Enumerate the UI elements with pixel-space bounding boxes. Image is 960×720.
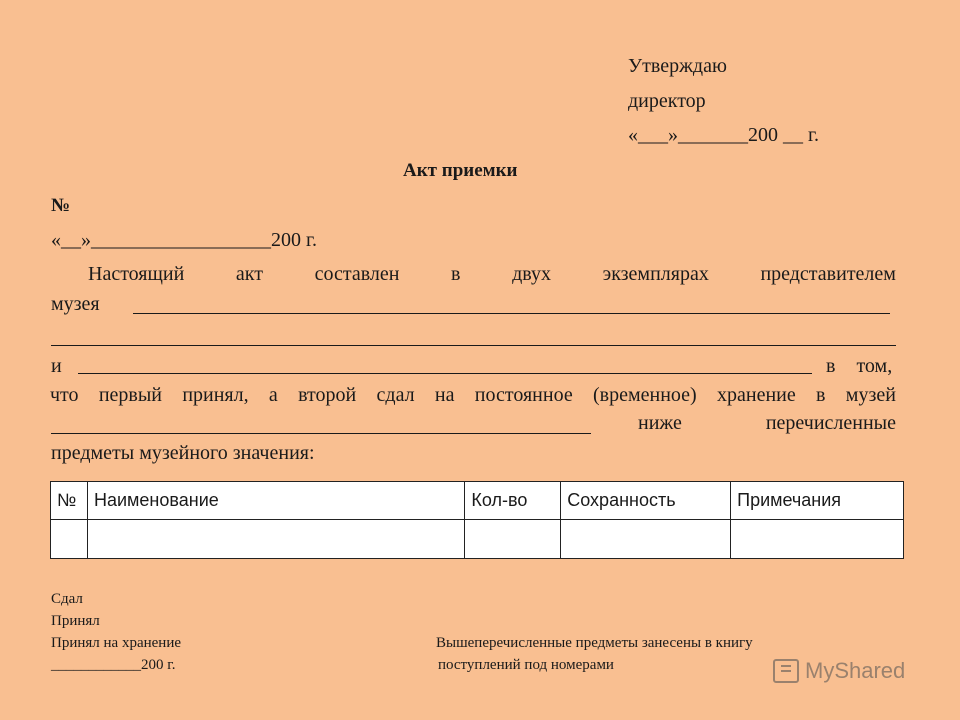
table-cell[interactable]	[731, 520, 904, 559]
act-date: «__»__________________200 г.	[51, 229, 317, 251]
presentation-icon	[773, 659, 799, 683]
table-row	[51, 520, 904, 559]
word: музей	[845, 384, 896, 406]
word: акт	[235, 263, 263, 285]
paragraph-line-1	[50, 263, 896, 286]
received-label: Принял	[51, 613, 100, 629]
word: ниже	[638, 412, 682, 434]
representative-blank-line	[78, 373, 812, 374]
paragraph-line-7: предметы музейного значения:	[51, 442, 315, 464]
word: а	[268, 384, 278, 406]
paragraph-line-5	[50, 384, 896, 407]
table-cell[interactable]	[465, 520, 561, 559]
approval-position: директор	[628, 90, 706, 112]
inventory-note-line-1: Вышеперечисленные предметы занесены в книгу	[436, 635, 753, 651]
word: принял,	[182, 384, 249, 406]
inventory-note-line-2: поступлений под номерами	[438, 657, 614, 673]
column-header-quantity: Кол-во	[465, 482, 561, 520]
word: второй	[298, 384, 357, 406]
items-table	[50, 481, 904, 559]
document-title: Акт приемки	[403, 160, 518, 181]
approval-date: «___»_______200 __ г.	[628, 124, 819, 146]
word: двух	[512, 263, 552, 285]
act-number-sign: №	[51, 195, 71, 216]
below-listed-text	[638, 412, 896, 435]
word: экземплярах	[602, 263, 709, 285]
word: на	[434, 384, 455, 406]
table-cell[interactable]	[87, 520, 464, 559]
in-that-text	[826, 355, 896, 378]
full-blank-line	[51, 345, 896, 346]
word: составлен	[314, 263, 400, 285]
word: постоянное	[474, 384, 573, 406]
column-header-notes: Примечания	[731, 482, 904, 520]
and-label: и	[51, 355, 62, 377]
museum-name-blank-line	[51, 433, 591, 434]
word: в	[816, 384, 826, 406]
table-header-row	[51, 482, 904, 520]
word: в	[451, 263, 461, 285]
approval-label: Утверждаю	[628, 55, 727, 77]
in-that-label: в том,	[826, 355, 893, 377]
footer-date: ____________200 г.	[51, 657, 176, 673]
watermark	[773, 658, 905, 684]
word: первый	[98, 384, 163, 406]
word: перечисленные	[765, 412, 896, 434]
word: Настоящий	[88, 263, 185, 285]
handed-over-label: Сдал	[51, 591, 83, 607]
watermark-text: MyShared	[805, 658, 906, 683]
word: сдал	[376, 384, 415, 406]
column-header-number: №	[51, 482, 88, 520]
museum-blank-line	[133, 313, 890, 314]
word: хранение	[717, 384, 796, 406]
word: представителем	[760, 263, 896, 285]
museum-label: музея	[51, 293, 100, 315]
table-cell[interactable]	[561, 520, 731, 559]
column-header-name: Наименование	[87, 482, 464, 520]
column-header-condition: Сохранность	[561, 482, 731, 520]
word: (временное)	[593, 384, 697, 406]
word: что	[50, 384, 79, 406]
received-storage-label: Принял на хранение	[51, 635, 182, 651]
table-cell[interactable]	[51, 520, 88, 559]
